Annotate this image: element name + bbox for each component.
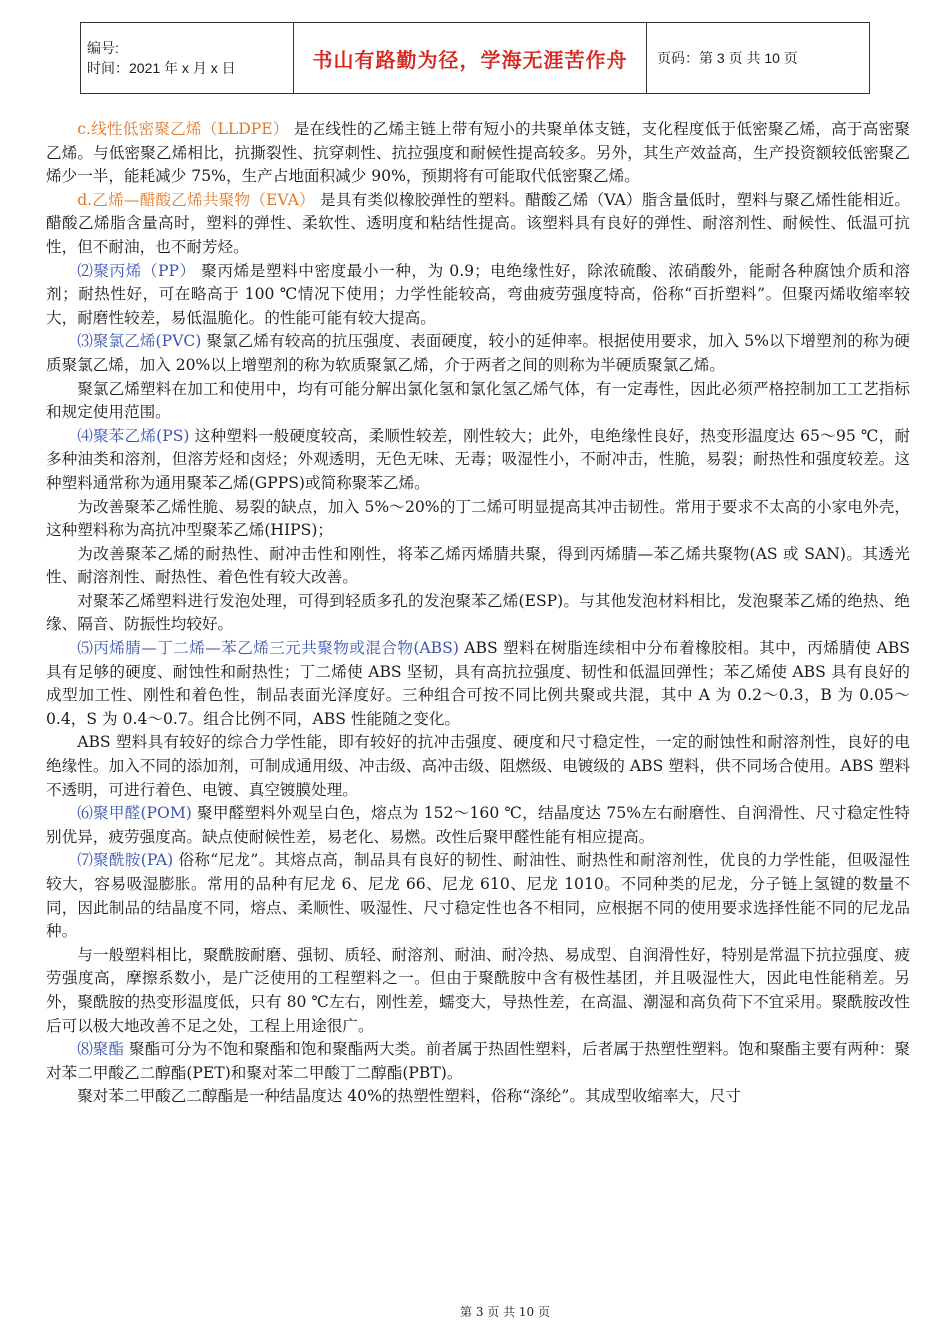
header-meta bbox=[81, 23, 294, 94]
body-paragraph bbox=[46, 590, 910, 637]
body-paragraph bbox=[46, 802, 910, 849]
paragraph-text: 聚酯可分为不饱和聚酯和饱和聚酯两大类。前者属于热固性塑料，后者属于热塑性塑料。饱和聚酯主要有两种：聚对苯二甲酸乙二醇酯(PET)和聚对苯二甲酸丁二醇酯(PBT)。 bbox=[46, 1040, 910, 1082]
section-heading: ⑶聚氯乙烯(PVC) bbox=[77, 332, 202, 351]
section-heading: ⑵聚丙烯（PP） bbox=[77, 261, 196, 280]
body-paragraph bbox=[46, 330, 910, 377]
header-motto: 书山有路勤为径，学海无涯苦作舟 bbox=[294, 23, 647, 94]
body-paragraph bbox=[46, 189, 910, 260]
section-heading: c.线性低密聚乙烯（LLDPE） bbox=[77, 120, 289, 138]
document-number-label: 编号: bbox=[87, 40, 119, 56]
body-paragraph bbox=[46, 496, 910, 543]
body-paragraph bbox=[46, 1038, 910, 1085]
body-paragraph bbox=[46, 260, 910, 331]
paragraph-text: 为改善聚苯乙烯的耐热性、耐冲击性和刚性，将苯乙烯丙烯腈共聚，得到丙烯腈—苯乙烯共聚物(AS 或 SAN)。其透光性、耐溶剂性、耐热性、着色性有较大改善。 bbox=[46, 544, 910, 587]
section-heading: ⑷聚苯乙烯(PS) bbox=[77, 426, 190, 445]
section-heading: ⑹聚甲醛(POM) bbox=[77, 804, 192, 823]
paragraph-text: 是具有类似橡胶弹性的塑料。醋酸乙烯（VA）脂含量低时，塑料与聚乙烯性能相近。醋酸乙烯脂含量高时，塑料的弹性、柔软性、透明度和粘结性提高。该塑料具有良好的弹性、耐溶剂性、耐候性、低温可抗性，但不耐油，也不耐芳烃。 bbox=[46, 190, 910, 256]
paragraph-text: 聚氯乙烯塑料在加工和使用中，均有可能分解出氯化氢和氯化氢乙烯气体，有一定毒性，因此必须严格控制加工工艺指标和规定使用范围。 bbox=[46, 379, 910, 422]
body-paragraph bbox=[46, 425, 910, 496]
body-paragraph bbox=[46, 944, 910, 1038]
body-paragraph bbox=[46, 378, 910, 425]
paragraph-text: 对聚苯乙烯塑料进行发泡处理，可得到轻质多孔的发泡聚苯乙烯(ESP)。与其他发泡材料相比，发泡聚苯乙烯的绝热、绝缘、隔音、防振性均较好。 bbox=[46, 591, 910, 634]
body-paragraph bbox=[46, 637, 910, 731]
paragraph-text: 为改善聚苯乙烯性脆、易裂的缺点，加入 5%～20%的丁二烯可明显提高其冲击韧性。常用于要求不太高的小家电外壳，这种塑料称为高抗冲型聚苯乙烯(HIPS)； bbox=[46, 497, 910, 540]
body-paragraph bbox=[46, 849, 910, 943]
page-footer: 第 3 页 共 10 页 bbox=[460, 1305, 550, 1319]
body-paragraph bbox=[46, 543, 910, 590]
section-heading: ⑺聚酰胺(PA) bbox=[77, 851, 174, 870]
body-paragraph bbox=[46, 118, 910, 189]
section-heading: ⑸丙烯腈—丁二烯—苯乙烯三元共聚物或混合物(ABS) bbox=[77, 639, 459, 658]
header-table bbox=[80, 22, 870, 94]
paragraph-text: 俗称“尼龙”。其熔点高，制品具有良好的韧性、耐油性、耐热性和耐溶剂性，优良的力学性能，但吸湿性较大，容易吸湿膨胀。常用的品种有尼龙 6、尼龙 66、尼龙 610、尼龙 1010。不同种类的尼龙，分子链上氢键的数量不同，因此制品的结晶度不同，熔点、柔顺性、吸湿性、尺寸稳定性也各不相同，应根据不同的使用要求选择性能不同的尼龙品种。 bbox=[46, 851, 910, 941]
document-date: 时间：2021 年 x 月 x 日 bbox=[87, 60, 236, 76]
body-paragraph bbox=[46, 731, 910, 802]
body-paragraph bbox=[46, 1085, 910, 1109]
document-body bbox=[46, 118, 910, 1109]
paragraph-text: ABS 塑料具有较好的综合力学性能，即有较好的抗冲击强度、硬度和尺寸稳定性，一定的耐蚀性和耐溶剂性，良好的电绝缘性。加入不同的添加剂，可制成通用级、冲击级、高冲击级、阻燃级、电镀级的 ABS 塑料，供不同场合使用。ABS 塑料不透明，可进行着色、电镀、真空镀膜处理。 bbox=[46, 733, 910, 799]
paragraph-text: 是在线性的乙烯主链上带有短小的共聚单体支链，支化程度低于低密聚乙烯，高于高密聚乙烯。与低密聚乙烯相比，抗撕裂性、抗穿刺性、抗拉强度和耐候性提高较多。另外，其生产效益高，生产投资额较低密聚乙烯少一半，能耗减少 75%，生产占地面积减少 90%，预期将有可能取代低密聚乙烯。 bbox=[46, 120, 910, 186]
paragraph-text: 聚甲醛塑料外观呈白色，熔点为 152～160 ℃，结晶度达 75%左右耐磨性、自润滑性、尺寸稳定性特别优异，疲劳强度高。缺点使耐候性差，易老化、易燃。改性后聚甲醛性能有相应提高。 bbox=[46, 804, 910, 846]
paragraph-text: 与一般塑料相比，聚酰胺耐磨、强韧、质轻、耐溶剂、耐油、耐冷热、易成型、自润滑性好，特别是常温下抗拉强度、疲劳强度高，摩擦系数小，是广泛使用的工程塑料之一。但由于聚酰胺中含有极性基团，并且吸湿性大，因此电性能稍差。另外，聚酰胺的热变形温度低，只有 80 ℃左右，刚性差，蠕变大，导热性差，在高温、潮湿和高负荷下不宜采用。聚酰胺改性后可以极大地改善不足之处，工程上用途很广。 bbox=[46, 945, 910, 1035]
paragraph-text: 这种塑料一般硬度较高，柔顺性较差，刚性较大；此外，电绝缘性良好，热变形温度达 65～95 ℃，耐多种油类和溶剂，但溶芳烃和卤烃；外观透明，无色无味、无毒；吸湿性小，不耐冲击，性脆，易裂；耐热性和强度较差。这种塑料通常称为通用聚苯乙烯(GPPS)或简称聚苯乙烯。 bbox=[46, 426, 910, 492]
paragraph-text: 聚氯乙烯有较高的抗压强度、表面硬度，较小的延伸率。根据使用要求，加入 5%以下增塑剂的称为硬质聚氯乙烯，加入 20%以上增塑剂的称为软质聚氯乙烯，介于两者之间的则称为半硬质聚氯乙烯。 bbox=[46, 332, 910, 374]
paragraph-text: 聚对苯二甲酸乙二醇酯是一种结晶度达 40%的热塑性塑料，俗称“涤纶”。其成型收缩率大，尺寸 bbox=[77, 1087, 741, 1106]
paragraph-text: ABS 塑料在树脂连续相中分布着橡胶相。其中，丙烯腈使 ABS 具有足够的硬度、耐蚀性和耐热性；丁二烯使 ABS 坚韧，具有高抗拉强度、韧性和低温回弹性；苯乙烯使 ABS 具有良好的成型加工性、刚性和着色性，制品表面光泽度好。三种组合可按不同比例共聚或共混，其中 A 为 0.2～0.3，B 为 0.05～0.4，S 为 0.4～0.7。组合比例不同，ABS 性能随之变化。 bbox=[46, 639, 910, 728]
section-heading: ⑻聚酯 bbox=[77, 1040, 125, 1059]
header-page-info: 页码：第 3 页 共 10 页 bbox=[647, 23, 870, 94]
paragraph-text: 聚丙烯是塑料中密度最小一种，为 0.9；电绝缘性好，除浓硫酸、浓硝酸外，能耐各种腐蚀介质和溶剂；耐热性好，可在略高于 100 ℃情况下使用；力学性能较高，弯曲疲劳强度特高，俗称“百折塑料”。但聚丙烯收缩率较大，耐磨性较差，易低温脆化。的性能可能有较大提高。 bbox=[46, 261, 910, 327]
section-heading: d.乙烯—醋酸乙烯共聚物（EVA） bbox=[77, 190, 315, 209]
